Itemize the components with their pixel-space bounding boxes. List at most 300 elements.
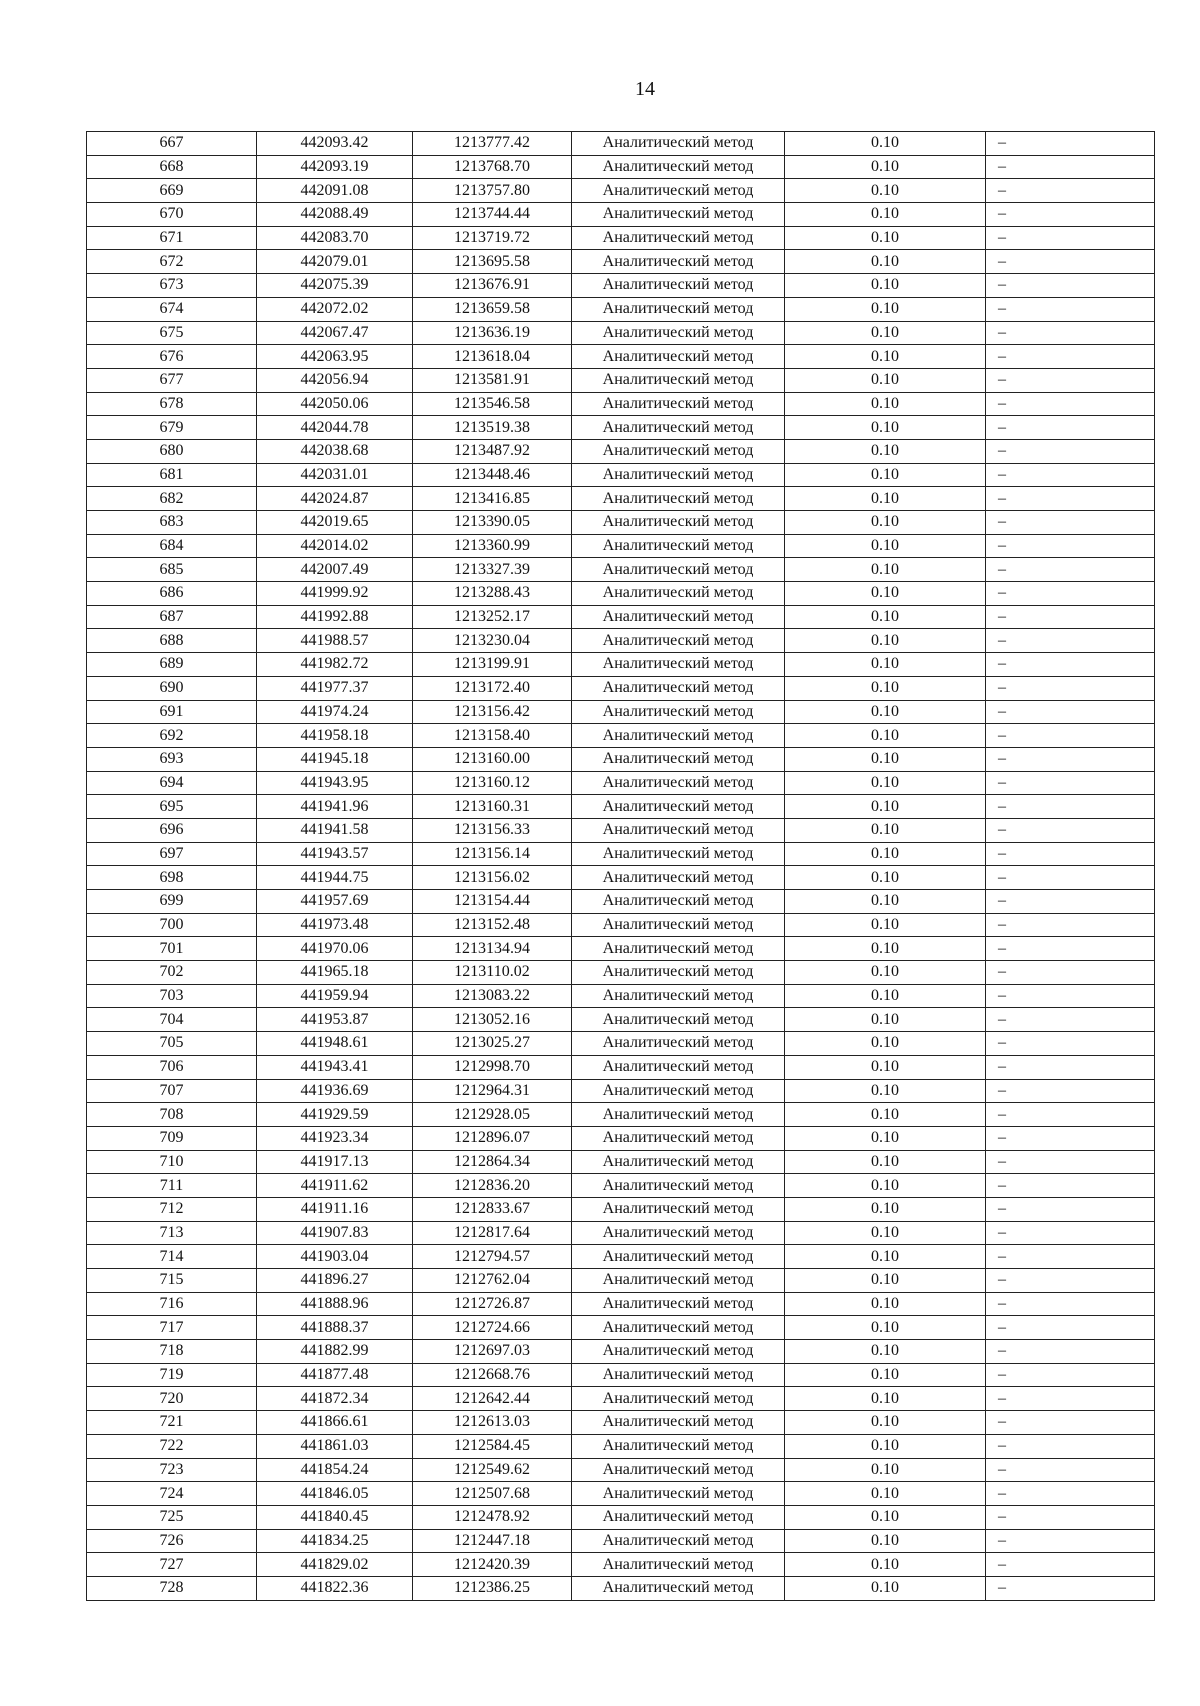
point-number-cell: 716 bbox=[87, 1292, 257, 1316]
point-number-cell: 667 bbox=[87, 132, 257, 156]
table-row bbox=[87, 629, 1155, 653]
y-coordinate-cell: 1213288.43 bbox=[413, 582, 572, 606]
note-cell: – bbox=[986, 961, 1155, 985]
accuracy-cell: 0.10 bbox=[785, 155, 986, 179]
method-cell: Аналитический метод bbox=[572, 1126, 785, 1150]
method-cell: Аналитический метод bbox=[572, 1411, 785, 1435]
y-coordinate-cell: 1212794.57 bbox=[413, 1245, 572, 1269]
point-number-cell: 681 bbox=[87, 463, 257, 487]
x-coordinate-cell: 441982.72 bbox=[257, 653, 413, 677]
point-number-cell: 670 bbox=[87, 203, 257, 227]
method-cell: Аналитический метод bbox=[572, 605, 785, 629]
table-row bbox=[87, 1434, 1155, 1458]
note-cell: – bbox=[986, 1079, 1155, 1103]
x-coordinate-cell: 441999.92 bbox=[257, 582, 413, 606]
table-row bbox=[87, 1221, 1155, 1245]
method-cell: Аналитический метод bbox=[572, 392, 785, 416]
table-row bbox=[87, 1553, 1155, 1577]
table-row bbox=[87, 1103, 1155, 1127]
method-cell: Аналитический метод bbox=[572, 274, 785, 298]
note-cell: – bbox=[986, 1363, 1155, 1387]
method-cell: Аналитический метод bbox=[572, 818, 785, 842]
note-cell: – bbox=[986, 1032, 1155, 1056]
x-coordinate-cell: 441958.18 bbox=[257, 724, 413, 748]
y-coordinate-cell: 1212447.18 bbox=[413, 1529, 572, 1553]
point-number-cell: 725 bbox=[87, 1505, 257, 1529]
point-number-cell: 720 bbox=[87, 1387, 257, 1411]
method-cell: Аналитический метод bbox=[572, 1079, 785, 1103]
y-coordinate-cell: 1213360.99 bbox=[413, 534, 572, 558]
x-coordinate-cell: 441977.37 bbox=[257, 676, 413, 700]
method-cell: Аналитический метод bbox=[572, 1055, 785, 1079]
point-number-cell: 688 bbox=[87, 629, 257, 653]
method-cell: Аналитический метод bbox=[572, 1458, 785, 1482]
method-cell: Аналитический метод bbox=[572, 937, 785, 961]
method-cell: Аналитический метод bbox=[572, 534, 785, 558]
method-cell: Аналитический метод bbox=[572, 582, 785, 606]
note-cell: – bbox=[986, 653, 1155, 677]
y-coordinate-cell: 1213676.91 bbox=[413, 274, 572, 298]
table-row bbox=[87, 1197, 1155, 1221]
point-number-cell: 690 bbox=[87, 676, 257, 700]
accuracy-cell: 0.10 bbox=[785, 1008, 986, 1032]
point-number-cell: 683 bbox=[87, 511, 257, 535]
method-cell: Аналитический метод bbox=[572, 368, 785, 392]
x-coordinate-cell: 441936.69 bbox=[257, 1079, 413, 1103]
table-row bbox=[87, 416, 1155, 440]
note-cell: – bbox=[986, 747, 1155, 771]
method-cell: Аналитический метод bbox=[572, 155, 785, 179]
y-coordinate-cell: 1213156.14 bbox=[413, 842, 572, 866]
accuracy-cell: 0.10 bbox=[785, 226, 986, 250]
y-coordinate-cell: 1213230.04 bbox=[413, 629, 572, 653]
table-row bbox=[87, 818, 1155, 842]
method-cell: Аналитический метод bbox=[572, 1316, 785, 1340]
accuracy-cell: 0.10 bbox=[785, 534, 986, 558]
table-row bbox=[87, 1126, 1155, 1150]
method-cell: Аналитический метод bbox=[572, 1174, 785, 1198]
method-cell: Аналитический метод bbox=[572, 439, 785, 463]
method-cell: Аналитический метод bbox=[572, 1103, 785, 1127]
x-coordinate-cell: 442079.01 bbox=[257, 250, 413, 274]
note-cell: – bbox=[986, 1126, 1155, 1150]
note-cell: – bbox=[986, 1505, 1155, 1529]
accuracy-cell: 0.10 bbox=[785, 724, 986, 748]
method-cell: Аналитический метод bbox=[572, 179, 785, 203]
method-cell: Аналитический метод bbox=[572, 297, 785, 321]
x-coordinate-cell: 442019.65 bbox=[257, 511, 413, 535]
point-number-cell: 704 bbox=[87, 1008, 257, 1032]
point-number-cell: 700 bbox=[87, 913, 257, 937]
point-number-cell: 673 bbox=[87, 274, 257, 298]
x-coordinate-cell: 442031.01 bbox=[257, 463, 413, 487]
method-cell: Аналитический метод bbox=[572, 1197, 785, 1221]
y-coordinate-cell: 1212420.39 bbox=[413, 1553, 572, 1577]
y-coordinate-cell: 1213768.70 bbox=[413, 155, 572, 179]
table-row bbox=[87, 155, 1155, 179]
accuracy-cell: 0.10 bbox=[785, 1103, 986, 1127]
point-number-cell: 711 bbox=[87, 1174, 257, 1198]
x-coordinate-cell: 441965.18 bbox=[257, 961, 413, 985]
accuracy-cell: 0.10 bbox=[785, 321, 986, 345]
table-row bbox=[87, 842, 1155, 866]
accuracy-cell: 0.10 bbox=[785, 771, 986, 795]
table-row bbox=[87, 795, 1155, 819]
x-coordinate-cell: 442075.39 bbox=[257, 274, 413, 298]
note-cell: – bbox=[986, 439, 1155, 463]
x-coordinate-cell: 441911.16 bbox=[257, 1197, 413, 1221]
note-cell: – bbox=[986, 1103, 1155, 1127]
y-coordinate-cell: 1213719.72 bbox=[413, 226, 572, 250]
accuracy-cell: 0.10 bbox=[785, 605, 986, 629]
table-row bbox=[87, 1505, 1155, 1529]
x-coordinate-cell: 442091.08 bbox=[257, 179, 413, 203]
accuracy-cell: 0.10 bbox=[785, 937, 986, 961]
table-row bbox=[87, 1576, 1155, 1600]
table-row bbox=[87, 771, 1155, 795]
x-coordinate-cell: 441988.57 bbox=[257, 629, 413, 653]
y-coordinate-cell: 1212833.67 bbox=[413, 1197, 572, 1221]
accuracy-cell: 0.10 bbox=[785, 558, 986, 582]
y-coordinate-cell: 1213777.42 bbox=[413, 132, 572, 156]
note-cell: – bbox=[986, 842, 1155, 866]
method-cell: Аналитический метод bbox=[572, 1032, 785, 1056]
note-cell: – bbox=[986, 700, 1155, 724]
y-coordinate-cell: 1212864.34 bbox=[413, 1150, 572, 1174]
method-cell: Аналитический метод bbox=[572, 1529, 785, 1553]
accuracy-cell: 0.10 bbox=[785, 487, 986, 511]
note-cell: – bbox=[986, 1292, 1155, 1316]
note-cell: – bbox=[986, 1221, 1155, 1245]
table-row bbox=[87, 1079, 1155, 1103]
point-number-cell: 684 bbox=[87, 534, 257, 558]
method-cell: Аналитический метод bbox=[572, 487, 785, 511]
method-cell: Аналитический метод bbox=[572, 250, 785, 274]
point-number-cell: 668 bbox=[87, 155, 257, 179]
y-coordinate-cell: 1213156.33 bbox=[413, 818, 572, 842]
table-row bbox=[87, 747, 1155, 771]
accuracy-cell: 0.10 bbox=[785, 629, 986, 653]
y-coordinate-cell: 1213158.40 bbox=[413, 724, 572, 748]
y-coordinate-cell: 1212697.03 bbox=[413, 1340, 572, 1364]
accuracy-cell: 0.10 bbox=[785, 1529, 986, 1553]
note-cell: – bbox=[986, 1245, 1155, 1269]
table-row bbox=[87, 1055, 1155, 1079]
x-coordinate-cell: 441959.94 bbox=[257, 984, 413, 1008]
note-cell: – bbox=[986, 345, 1155, 369]
table-row bbox=[87, 368, 1155, 392]
y-coordinate-cell: 1213695.58 bbox=[413, 250, 572, 274]
method-cell: Аналитический метод bbox=[572, 961, 785, 985]
note-cell: – bbox=[986, 984, 1155, 1008]
accuracy-cell: 0.10 bbox=[785, 1458, 986, 1482]
x-coordinate-cell: 442093.42 bbox=[257, 132, 413, 156]
point-number-cell: 695 bbox=[87, 795, 257, 819]
y-coordinate-cell: 1213052.16 bbox=[413, 1008, 572, 1032]
x-coordinate-cell: 442072.02 bbox=[257, 297, 413, 321]
note-cell: – bbox=[986, 179, 1155, 203]
x-coordinate-cell: 441948.61 bbox=[257, 1032, 413, 1056]
note-cell: – bbox=[986, 392, 1155, 416]
method-cell: Аналитический метод bbox=[572, 463, 785, 487]
table-row bbox=[87, 700, 1155, 724]
y-coordinate-cell: 1213252.17 bbox=[413, 605, 572, 629]
y-coordinate-cell: 1213156.42 bbox=[413, 700, 572, 724]
y-coordinate-cell: 1212668.76 bbox=[413, 1363, 572, 1387]
table-row bbox=[87, 226, 1155, 250]
x-coordinate-cell: 441911.62 bbox=[257, 1174, 413, 1198]
x-coordinate-cell: 441840.45 bbox=[257, 1505, 413, 1529]
accuracy-cell: 0.10 bbox=[785, 700, 986, 724]
accuracy-cell: 0.10 bbox=[785, 1340, 986, 1364]
method-cell: Аналитический метод bbox=[572, 558, 785, 582]
accuracy-cell: 0.10 bbox=[785, 1126, 986, 1150]
accuracy-cell: 0.10 bbox=[785, 1269, 986, 1293]
point-number-cell: 703 bbox=[87, 984, 257, 1008]
table-row bbox=[87, 203, 1155, 227]
y-coordinate-cell: 1213160.31 bbox=[413, 795, 572, 819]
x-coordinate-cell: 442038.68 bbox=[257, 439, 413, 463]
note-cell: – bbox=[986, 1174, 1155, 1198]
table-row bbox=[87, 1292, 1155, 1316]
table-row bbox=[87, 1363, 1155, 1387]
method-cell: Аналитический метод bbox=[572, 1245, 785, 1269]
note-cell: – bbox=[986, 226, 1155, 250]
y-coordinate-cell: 1213110.02 bbox=[413, 961, 572, 985]
x-coordinate-cell: 442014.02 bbox=[257, 534, 413, 558]
method-cell: Аналитический метод bbox=[572, 345, 785, 369]
method-cell: Аналитический метод bbox=[572, 511, 785, 535]
table-row bbox=[87, 866, 1155, 890]
point-number-cell: 722 bbox=[87, 1434, 257, 1458]
accuracy-cell: 0.10 bbox=[785, 1079, 986, 1103]
accuracy-cell: 0.10 bbox=[785, 1197, 986, 1221]
method-cell: Аналитический метод bbox=[572, 1434, 785, 1458]
y-coordinate-cell: 1213156.02 bbox=[413, 866, 572, 890]
point-number-cell: 698 bbox=[87, 866, 257, 890]
table-row bbox=[87, 274, 1155, 298]
y-coordinate-cell: 1213152.48 bbox=[413, 913, 572, 937]
table-row bbox=[87, 1245, 1155, 1269]
x-coordinate-cell: 441970.06 bbox=[257, 937, 413, 961]
method-cell: Аналитический метод bbox=[572, 1387, 785, 1411]
note-cell: – bbox=[986, 937, 1155, 961]
accuracy-cell: 0.10 bbox=[785, 511, 986, 535]
method-cell: Аналитический метод bbox=[572, 1553, 785, 1577]
x-coordinate-cell: 441822.36 bbox=[257, 1576, 413, 1600]
point-number-cell: 694 bbox=[87, 771, 257, 795]
coordinates-table-body bbox=[87, 132, 1155, 1601]
point-number-cell: 713 bbox=[87, 1221, 257, 1245]
y-coordinate-cell: 1212817.64 bbox=[413, 1221, 572, 1245]
method-cell: Аналитический метод bbox=[572, 1292, 785, 1316]
x-coordinate-cell: 441846.05 bbox=[257, 1482, 413, 1506]
method-cell: Аналитический метод bbox=[572, 1008, 785, 1032]
point-number-cell: 715 bbox=[87, 1269, 257, 1293]
table-row bbox=[87, 582, 1155, 606]
accuracy-cell: 0.10 bbox=[785, 653, 986, 677]
point-number-cell: 701 bbox=[87, 937, 257, 961]
y-coordinate-cell: 1213416.85 bbox=[413, 487, 572, 511]
accuracy-cell: 0.10 bbox=[785, 132, 986, 156]
point-number-cell: 676 bbox=[87, 345, 257, 369]
y-coordinate-cell: 1213581.91 bbox=[413, 368, 572, 392]
note-cell: – bbox=[986, 203, 1155, 227]
x-coordinate-cell: 442088.49 bbox=[257, 203, 413, 227]
x-coordinate-cell: 442050.06 bbox=[257, 392, 413, 416]
accuracy-cell: 0.10 bbox=[785, 1221, 986, 1245]
table-row bbox=[87, 1032, 1155, 1056]
note-cell: – bbox=[986, 558, 1155, 582]
point-number-cell: 678 bbox=[87, 392, 257, 416]
point-number-cell: 718 bbox=[87, 1340, 257, 1364]
note-cell: – bbox=[986, 890, 1155, 914]
y-coordinate-cell: 1213199.91 bbox=[413, 653, 572, 677]
point-number-cell: 710 bbox=[87, 1150, 257, 1174]
table-row bbox=[87, 1150, 1155, 1174]
method-cell: Аналитический метод bbox=[572, 842, 785, 866]
table-row bbox=[87, 984, 1155, 1008]
note-cell: – bbox=[986, 321, 1155, 345]
note-cell: – bbox=[986, 605, 1155, 629]
x-coordinate-cell: 441974.24 bbox=[257, 700, 413, 724]
note-cell: – bbox=[986, 1434, 1155, 1458]
table-row bbox=[87, 511, 1155, 535]
accuracy-cell: 0.10 bbox=[785, 890, 986, 914]
point-number-cell: 705 bbox=[87, 1032, 257, 1056]
note-cell: – bbox=[986, 1340, 1155, 1364]
point-number-cell: 693 bbox=[87, 747, 257, 771]
note-cell: – bbox=[986, 771, 1155, 795]
table-row bbox=[87, 1269, 1155, 1293]
point-number-cell: 706 bbox=[87, 1055, 257, 1079]
point-number-cell: 709 bbox=[87, 1126, 257, 1150]
y-coordinate-cell: 1212507.68 bbox=[413, 1482, 572, 1506]
accuracy-cell: 0.10 bbox=[785, 1316, 986, 1340]
accuracy-cell: 0.10 bbox=[785, 1576, 986, 1600]
method-cell: Аналитический метод bbox=[572, 1150, 785, 1174]
point-number-cell: 728 bbox=[87, 1576, 257, 1600]
x-coordinate-cell: 441872.34 bbox=[257, 1387, 413, 1411]
table-row bbox=[87, 1529, 1155, 1553]
accuracy-cell: 0.10 bbox=[785, 795, 986, 819]
point-number-cell: 726 bbox=[87, 1529, 257, 1553]
point-number-cell: 717 bbox=[87, 1316, 257, 1340]
point-number-cell: 686 bbox=[87, 582, 257, 606]
note-cell: – bbox=[986, 1008, 1155, 1032]
method-cell: Аналитический метод bbox=[572, 866, 785, 890]
method-cell: Аналитический метод bbox=[572, 1482, 785, 1506]
note-cell: – bbox=[986, 724, 1155, 748]
accuracy-cell: 0.10 bbox=[785, 1434, 986, 1458]
x-coordinate-cell: 441945.18 bbox=[257, 747, 413, 771]
table-row bbox=[87, 179, 1155, 203]
point-number-cell: 724 bbox=[87, 1482, 257, 1506]
table-row bbox=[87, 1174, 1155, 1198]
note-cell: – bbox=[986, 132, 1155, 156]
table-row bbox=[87, 890, 1155, 914]
point-number-cell: 672 bbox=[87, 250, 257, 274]
note-cell: – bbox=[986, 1411, 1155, 1435]
table-row bbox=[87, 1008, 1155, 1032]
method-cell: Аналитический метод bbox=[572, 1221, 785, 1245]
point-number-cell: 697 bbox=[87, 842, 257, 866]
method-cell: Аналитический метод bbox=[572, 771, 785, 795]
y-coordinate-cell: 1213327.39 bbox=[413, 558, 572, 582]
method-cell: Аналитический метод bbox=[572, 747, 785, 771]
y-coordinate-cell: 1212964.31 bbox=[413, 1079, 572, 1103]
method-cell: Аналитический метод bbox=[572, 226, 785, 250]
coordinates-table bbox=[86, 131, 1155, 1601]
method-cell: Аналитический метод bbox=[572, 203, 785, 227]
accuracy-cell: 0.10 bbox=[785, 1150, 986, 1174]
table-row bbox=[87, 1340, 1155, 1364]
y-coordinate-cell: 1213154.44 bbox=[413, 890, 572, 914]
point-number-cell: 719 bbox=[87, 1363, 257, 1387]
note-cell: – bbox=[986, 676, 1155, 700]
note-cell: – bbox=[986, 582, 1155, 606]
point-number-cell: 692 bbox=[87, 724, 257, 748]
point-number-cell: 685 bbox=[87, 558, 257, 582]
accuracy-cell: 0.10 bbox=[785, 368, 986, 392]
accuracy-cell: 0.10 bbox=[785, 416, 986, 440]
note-cell: – bbox=[986, 274, 1155, 298]
x-coordinate-cell: 442056.94 bbox=[257, 368, 413, 392]
x-coordinate-cell: 441834.25 bbox=[257, 1529, 413, 1553]
x-coordinate-cell: 442093.19 bbox=[257, 155, 413, 179]
note-cell: – bbox=[986, 1055, 1155, 1079]
y-coordinate-cell: 1212726.87 bbox=[413, 1292, 572, 1316]
accuracy-cell: 0.10 bbox=[785, 747, 986, 771]
method-cell: Аналитический метод bbox=[572, 653, 785, 677]
x-coordinate-cell: 441866.61 bbox=[257, 1411, 413, 1435]
method-cell: Аналитический метод bbox=[572, 795, 785, 819]
method-cell: Аналитический метод bbox=[572, 676, 785, 700]
table-row bbox=[87, 1411, 1155, 1435]
point-number-cell: 679 bbox=[87, 416, 257, 440]
x-coordinate-cell: 442067.47 bbox=[257, 321, 413, 345]
point-number-cell: 696 bbox=[87, 818, 257, 842]
accuracy-cell: 0.10 bbox=[785, 961, 986, 985]
method-cell: Аналитический метод bbox=[572, 724, 785, 748]
point-number-cell: 689 bbox=[87, 653, 257, 677]
accuracy-cell: 0.10 bbox=[785, 1292, 986, 1316]
table-row bbox=[87, 439, 1155, 463]
y-coordinate-cell: 1213757.80 bbox=[413, 179, 572, 203]
note-cell: – bbox=[986, 629, 1155, 653]
table-row bbox=[87, 487, 1155, 511]
y-coordinate-cell: 1212836.20 bbox=[413, 1174, 572, 1198]
point-number-cell: 721 bbox=[87, 1411, 257, 1435]
point-number-cell: 691 bbox=[87, 700, 257, 724]
y-coordinate-cell: 1213618.04 bbox=[413, 345, 572, 369]
table-row bbox=[87, 605, 1155, 629]
accuracy-cell: 0.10 bbox=[785, 203, 986, 227]
note-cell: – bbox=[986, 1458, 1155, 1482]
accuracy-cell: 0.10 bbox=[785, 1411, 986, 1435]
accuracy-cell: 0.10 bbox=[785, 179, 986, 203]
method-cell: Аналитический метод bbox=[572, 132, 785, 156]
accuracy-cell: 0.10 bbox=[785, 439, 986, 463]
accuracy-cell: 0.10 bbox=[785, 1482, 986, 1506]
x-coordinate-cell: 441953.87 bbox=[257, 1008, 413, 1032]
x-coordinate-cell: 441992.88 bbox=[257, 605, 413, 629]
note-cell: – bbox=[986, 1316, 1155, 1340]
table-row bbox=[87, 913, 1155, 937]
y-coordinate-cell: 1213519.38 bbox=[413, 416, 572, 440]
accuracy-cell: 0.10 bbox=[785, 913, 986, 937]
table-row bbox=[87, 250, 1155, 274]
